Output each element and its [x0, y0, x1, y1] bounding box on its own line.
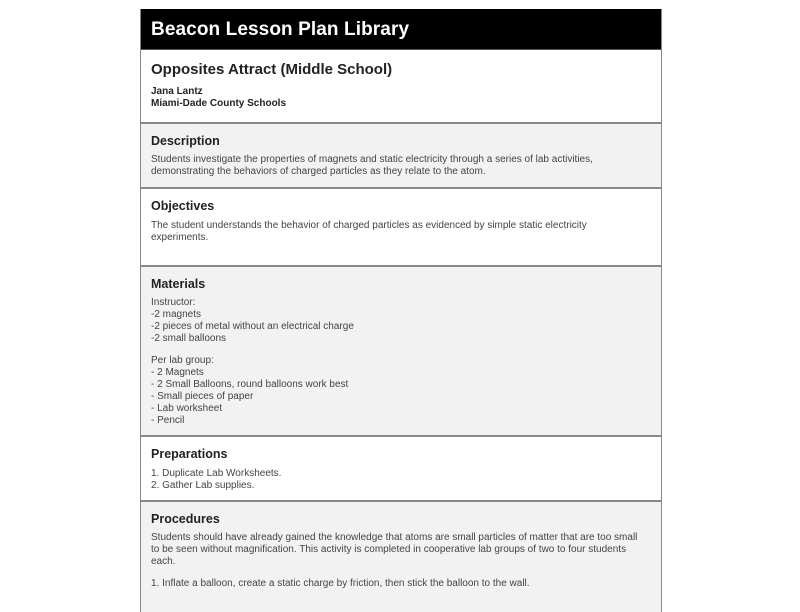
- organization-name: Miami-Dade County Schools: [151, 98, 287, 109]
- site-title: Beacon Lesson Plan Library: [151, 19, 410, 40]
- lesson-header: [141, 50, 661, 124]
- objectives-line: experiments.: [151, 232, 209, 243]
- material-item: - Small pieces of paper: [151, 391, 254, 402]
- preparations-heading: Preparations: [151, 447, 228, 461]
- description-line: Students investigate the properties of magnets and static electricity through a series of lab activities,: [151, 154, 593, 165]
- material-item: - 2 Small Balloons, round balloons work best: [151, 379, 349, 390]
- procedures-section: [141, 502, 661, 612]
- objectives-line: The student understands the behavior of charged particles as evidenced by simple static electricity: [151, 220, 587, 231]
- group-label: Per lab group:: [151, 355, 214, 366]
- material-item: -2 magnets: [151, 309, 202, 320]
- procedures-line: Students should have already gained the knowledge that atoms are small particles of matter that are too small: [151, 532, 638, 543]
- objectives-heading: Objectives: [151, 199, 215, 213]
- instructor-label: Instructor:: [151, 297, 196, 308]
- material-item: -2 pieces of metal without an electrical charge: [151, 321, 354, 332]
- preparations-section: [141, 437, 661, 502]
- materials-heading: Materials: [151, 277, 206, 291]
- procedure-step: 1. Inflate a balloon, create a static charge by friction, then stick the balloon to the wall.: [151, 578, 530, 589]
- procedures-heading: Procedures: [151, 512, 220, 526]
- material-item: - Pencil: [151, 415, 185, 426]
- procedures-line: each.: [151, 556, 176, 567]
- material-item: - Lab worksheet: [151, 403, 223, 414]
- preparation-item: 2. Gather Lab supplies.: [151, 480, 255, 491]
- description-section: [141, 124, 661, 189]
- lesson-plan-page: [140, 9, 662, 612]
- description-heading: Description: [151, 134, 220, 148]
- procedures-line: to be seen without magnification. This activity is completed in cooperative lab groups of two to four students: [151, 544, 627, 555]
- site-banner: [141, 9, 661, 50]
- material-item: - 2 Magnets: [151, 367, 204, 378]
- material-item: -2 small balloons: [151, 333, 227, 344]
- objectives-section: [141, 189, 661, 267]
- author-name: Jana Lantz: [151, 86, 203, 97]
- materials-section: [141, 267, 661, 437]
- description-line: demonstrating the behaviors of charged particles as they relate to the atom.: [151, 166, 486, 177]
- lesson-title: Opposites Attract (Middle School): [151, 61, 393, 78]
- preparation-item: 1. Duplicate Lab Worksheets.: [151, 468, 282, 479]
